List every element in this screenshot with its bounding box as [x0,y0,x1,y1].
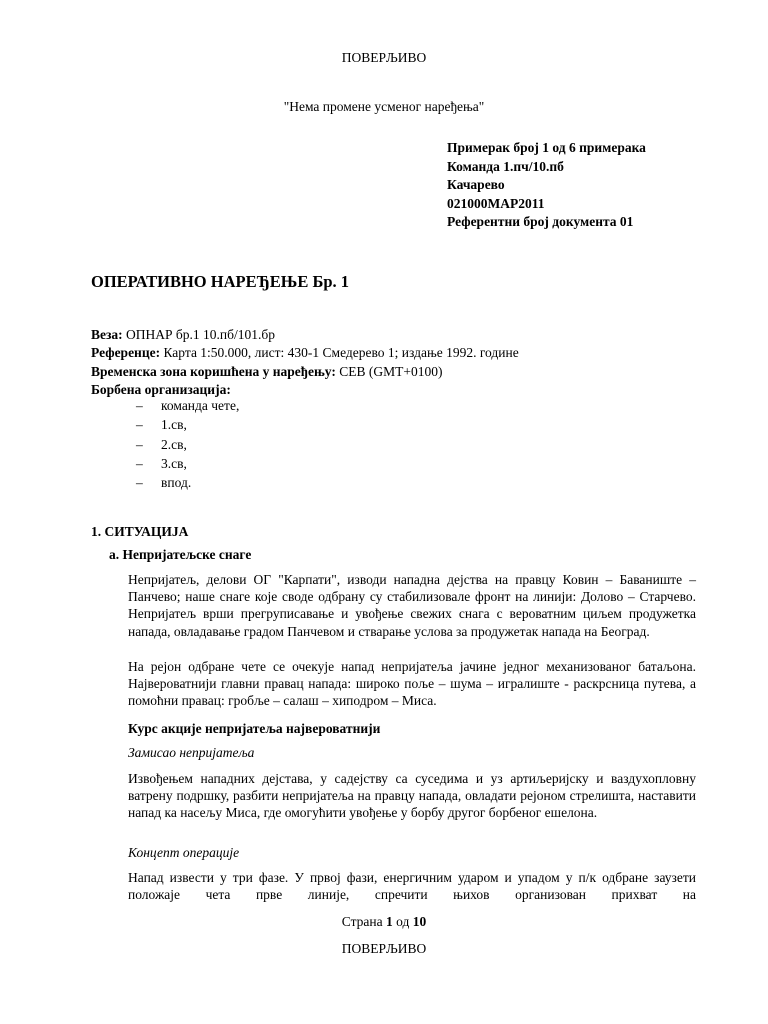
combat-org-label: Борбена организација: [91,381,231,397]
copy-number: Примерак број 1 од 6 примерака [447,140,646,155]
classification-bottom: ПОВЕРЉИВО [341,941,427,956]
references-value: Карта 1:50.000, лист: 430-1 Смедерево 1; издање 1992. године [160,345,519,361]
paragraph-expected-attack: На рејон одбране чете се очекује напад непријатеља јачине једног механизованог батаљона. Највероватнији главни правац напада: широко поље – шума – игралиште - раскрсница путева, а помоћни правац: гробље – салаш – хиподром – Миса. [128,659,696,709]
timezone-value: CEB (GMT+0100) [335,363,443,379]
concept-heading: Концепт операције [128,845,240,860]
course-of-action-heading: Курс акције непријатеља највероватнији [128,721,381,736]
page-number: Страна 1 од 10 [341,914,427,929]
references-line [91,344,519,362]
combat-org-list [136,396,239,492]
timezone-line [91,363,519,381]
paragraph-enemy-forces: Непријатељ, делови ОГ "Карпати", изводи нападна дејства на правцу Ковин – Баваниште – Панчево; наше снаге које сводe одбрану су стабилизовале фронт на линији: Долово – Старчево. Непријатељ врши прегруписавање и увођење свежих снага с вероватним циљем продужетка напада, овладавање градом Панчевом и стварање услова за продужетак напада на Београд. [128,572,696,639]
issue-place: Качарево [447,177,505,192]
subsection-heading-enemy: a. Непријатељске снаге [109,547,252,562]
no-change-note: "Нема промене усменог наређења" [283,99,485,114]
section-heading-situation: 1. СИТУАЦИЈА [91,524,189,539]
enemy-intent-heading: Замисао непријатеља [128,745,255,760]
paragraph-enemy-intent: Извођењем нападних дејстава, у садејству са суседима и уз артиљеријску и ваздухопловну ватрену подршку, разбити непријатеља на правцу напада, овладати рејоном стрелишта, наставити напад ка насељу Миса, где омогућити увођење у борбу другог борбеног ешелона. [128,771,696,821]
datetime-group: 021000MAP2011 [447,195,545,211]
list-item: – 1.св, [136,417,187,433]
reference-number: Референтни број документа 01 [447,214,634,229]
issuing-command: Команда 1.пч/10.пб [447,158,564,174]
timezone-label: Временска зона коришћена у наређењу: [91,363,336,379]
page-title: ОПЕРАТИВНО НАРЕЂЕЊЕ Бр. 1 [91,272,350,291]
link-value: ОПНАР бр.1 10.пб/101.бр [122,327,276,342]
list-item: – 3.св, [136,455,187,471]
link-label: Веза: [91,327,123,342]
document-meta [91,326,519,399]
paragraph-concept: Напад извести у три фазе. У првој фази, енергичним ударом и упадом у п/к одбране заузети положаје чета прве линије, спречити њихов организован прихват на [128,870,696,903]
link-line [91,326,519,344]
list-item: – впод. [136,475,192,491]
document-header [447,139,646,232]
list-item: – команда чете, [136,398,240,413]
list-item: – 2.св, [136,436,187,452]
references-label: Референце: [91,345,161,361]
classification-top: ПОВЕРЉИВО [341,50,427,65]
